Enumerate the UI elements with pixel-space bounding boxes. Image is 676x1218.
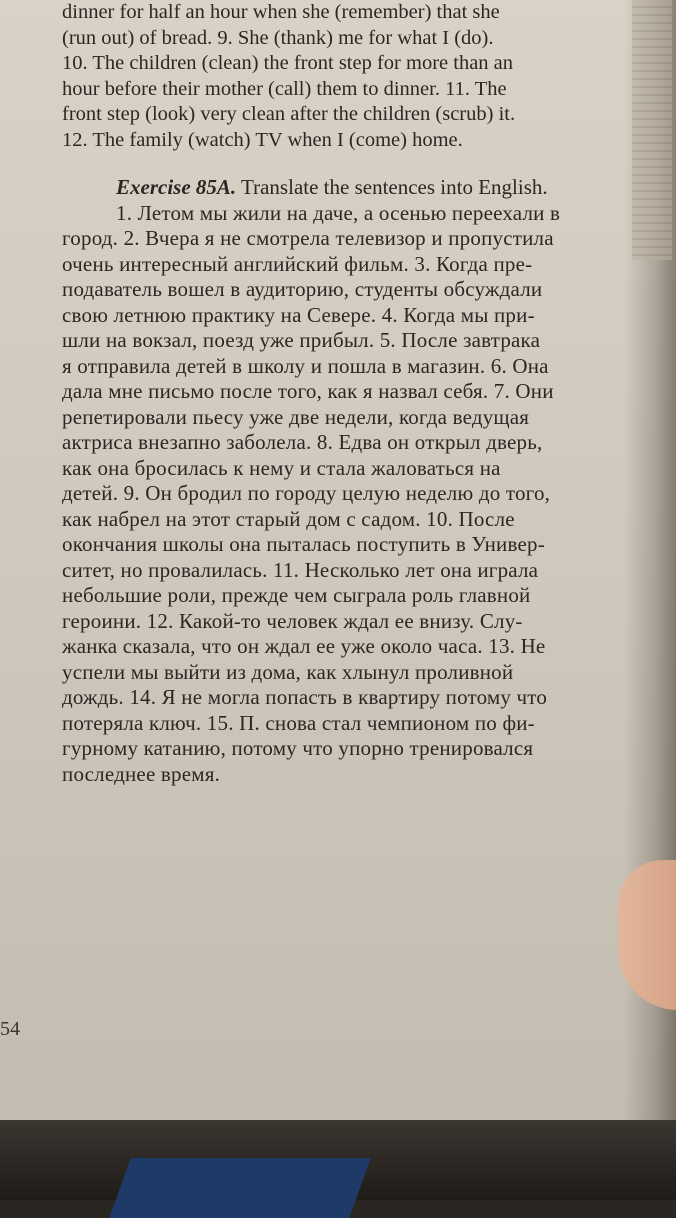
text-line: ситет, но провалилась. 11. Несколько лет она играла [62, 557, 539, 582]
page-content [62, 0, 662, 787]
text-line: гурному катанию, потому что упорно тренировался [62, 736, 534, 760]
text-line: героини. 12. Какой-то человек ждал ее внизу. Слу- [62, 608, 523, 633]
text-line: жанка сказала, что он ждал ее уже около часа. 13. Не [62, 634, 546, 658]
text-line: подаватель вошел в аудиторию, студенты обсуждали [62, 277, 543, 301]
text-line: 1. Летом мы жили на даче, а осенью переехали в [116, 200, 561, 225]
text-line: потеряла ключ. 15. П. снова стал чемпионом по фи- [62, 710, 535, 735]
text-line: очень интересный английский фильм. 3. Когда пре- [62, 251, 533, 276]
text-line: окончания школы она пыталась поступить в Универ- [62, 532, 545, 556]
exercise-label: Exercise 85A. [116, 175, 237, 199]
text-line: репетировали пьесу уже две недели, когда ведущая [62, 404, 530, 429]
page-number: 54 [0, 1018, 20, 1040]
text-line: небольшие роли, прежде чем сыграла роль главной [62, 583, 531, 607]
text-line: свою летнюю практику на Севере. 4. Когда мы при- [62, 302, 535, 327]
exercise-body [62, 201, 662, 788]
text-line: (run out) of bread. 9. She (thank) me for what I (do). [62, 26, 494, 49]
text-line: как она бросилась к нему и стала жаловаться на [62, 455, 501, 480]
text-line: я отправила детей в школу и пошла в магазин. 6. Она [62, 353, 549, 378]
text-line: актриса внезапно заболела. 8. Едва он открыл дверь, [62, 430, 543, 454]
text-line: дождь. 14. Я не могла попасть в квартиру потому что [62, 685, 548, 709]
text-line: последнее время. [62, 761, 221, 786]
text-line: дала мне письмо после того, как я назвал себя. 7. Они [62, 379, 554, 403]
text-line: успели мы выйти из дома, как хлынул проливной [62, 659, 514, 684]
text-line: 12. The family (watch) TV when I (come) home. [62, 128, 463, 151]
exercise-heading [116, 175, 662, 201]
exercise-instruction: Translate the sentences into English. [241, 175, 548, 199]
text-line: dinner for half an hour when she (remember) that she [62, 1, 500, 23]
text-line: город. 2. Вчера я не смотрела телевизор и пропустила [62, 226, 554, 250]
text-line: 10. The children (clean) the front step for more than an [62, 52, 514, 74]
text-line: шли на вокзал, поезд уже прибыл. 5. После завтрака [62, 328, 541, 352]
previous-exercise-text [62, 0, 662, 153]
text-line: детей. 9. Он бродил по городу целую неделю до того, [62, 481, 551, 505]
text-line: hour before their mother (call) them to dinner. 11. The [62, 77, 507, 100]
blue-object [109, 1158, 371, 1218]
text-line: front step (look) very clean after the children (scrub) it. [62, 103, 516, 125]
text-line: как набрел на этот старый дом с садом. 10. После [62, 506, 515, 531]
